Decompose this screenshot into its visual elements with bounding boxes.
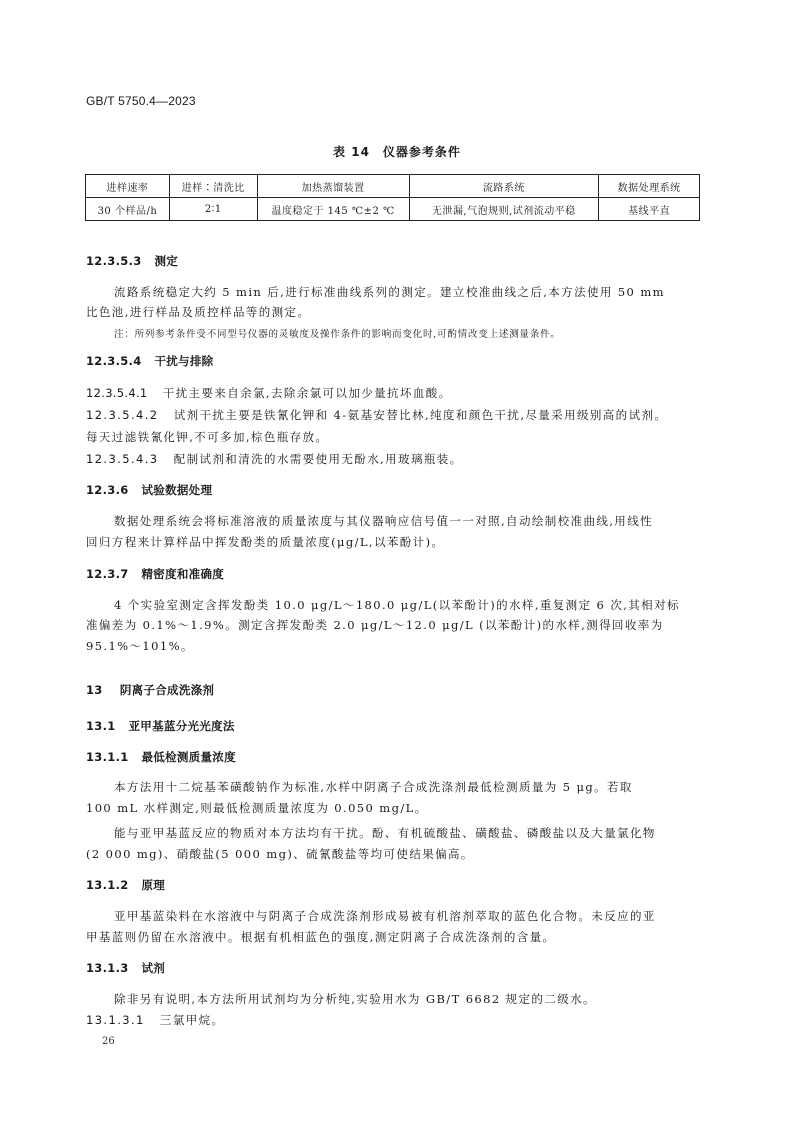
section-number: 13.1.3 xyxy=(86,961,129,975)
section-title: 试验数据处理 xyxy=(141,483,213,497)
table-cell: 基线平直 xyxy=(599,198,700,221)
section-title: 原理 xyxy=(141,878,166,892)
section-title: 亚甲基蓝分光光度法 xyxy=(128,719,235,733)
section-title: 精密度和准确度 xyxy=(141,567,225,581)
instrument-conditions-table xyxy=(85,174,700,221)
section-title: 阴离子合成洗涤剂 xyxy=(119,683,215,697)
paragraph: 回归方程来计算样品中挥发酚类的质量浓度(μg/L,以苯酚计)。 xyxy=(86,535,445,549)
paragraph: 数据处理系统会将标准溶液的质量浓度与其仪器响应信号值一一对照,自动绘制校准曲线,用线性 xyxy=(114,514,654,528)
table-header-row xyxy=(86,175,700,198)
table-cell: 温度稳定于 145 ℃±2 ℃ xyxy=(257,198,409,221)
paragraph: 100 mL 水样测定,则最低检测质量浓度为 0.050 mg/L。 xyxy=(86,801,428,815)
paragraph: 95.1%～101%。 xyxy=(86,639,194,653)
paragraph: 能与亚甲基蓝反应的物质对本方法均有干扰。酚、有机硫酸盐、磺酸盐、磷酸盐以及大量氯化物 xyxy=(114,826,656,840)
item-number: 13.1.3.1 xyxy=(86,1013,145,1027)
item-text: 三氯甲烷。 xyxy=(159,1013,225,1027)
heading-13-1-1 xyxy=(86,749,236,765)
item-text: 干扰主要来自余氯,去除余氯可以加少量抗坏血酸。 xyxy=(162,386,452,400)
heading-12-3-6 xyxy=(86,482,212,498)
section-title: 试剂 xyxy=(141,961,166,975)
heading-13-1 xyxy=(86,718,235,734)
paragraph: (2 000 mg)、硝酸盐(5 000 mg)、硫氰酸盐等均可使结果偏高。 xyxy=(86,847,474,861)
heading-13-1-3 xyxy=(86,960,165,976)
section-number: 12.3.6 xyxy=(86,483,129,497)
list-item xyxy=(86,1009,224,1031)
table-header-cell: 数据处理系统 xyxy=(599,175,700,198)
list-item xyxy=(86,382,452,404)
paragraph: 准偏差为 0.1%～1.9%。测定含挥发酚类 2.0 μg/L～12.0 μg/L (以苯酚计)的水样,测得回收率为 xyxy=(86,618,664,632)
section-title: 测定 xyxy=(154,254,179,268)
heading-12-3-5-4 xyxy=(86,353,213,369)
item-number: 12.3.5.4.1 xyxy=(86,386,148,400)
section-title: 干扰与排除 xyxy=(154,354,214,368)
paragraph: 每天过滤铁氰化钾,不可多加,棕色瓶存放。 xyxy=(86,430,329,444)
section-number: 13.1.1 xyxy=(86,750,129,764)
item-text: 试剂干扰主要是铁氰化钾和 4-氨基安替比林,纯度和颜色干扰,尽量采用级别高的试剂。 xyxy=(173,408,668,422)
page-number: 26 xyxy=(102,1036,115,1047)
table-cell: 30 个样品/h xyxy=(86,198,170,221)
table-caption: 表 14 仪器参考条件 xyxy=(333,145,461,159)
section-number: 12.3.5.4 xyxy=(86,354,142,368)
paragraph: 比色池,进行样品及质控样品等的测定。 xyxy=(86,305,311,319)
heading-12-3-5-3 xyxy=(86,253,178,269)
section-number: 12.3.7 xyxy=(86,567,129,581)
heading-13-1-2 xyxy=(86,877,165,893)
section-number: 13 xyxy=(86,683,103,697)
paragraph: 除非另有说明,本方法所用试剂均为分析纯,实验用水为 GB/T 6682 规定的二级水。 xyxy=(114,992,596,1006)
table-row xyxy=(86,198,700,221)
note: 注：所列参考条件受不同型号仪器的灵敏度及操作条件的影响而变化时,可酌情改变上述测量条件。 xyxy=(114,329,561,340)
paragraph: 亚甲基蓝染料在水溶液中与阴离子合成洗涤剂形成易被有机溶剂萃取的蓝色化合物。未反应的亚 xyxy=(114,909,656,923)
table-header-cell: 进样∶清洗比 xyxy=(169,175,257,198)
paragraph: 甲基蓝则仍留在水溶液中。根据有机相蓝色的强度,测定阴离子合成洗涤剂的含量。 xyxy=(86,930,556,944)
section-number: 12.3.5.3 xyxy=(86,254,142,268)
list-item xyxy=(86,404,667,426)
item-number: 12.3.5.4.2 xyxy=(86,408,159,422)
table-header-cell: 进样速率 xyxy=(86,175,170,198)
section-number: 13.1.2 xyxy=(86,878,129,892)
section-number: 13.1 xyxy=(86,719,116,733)
standard-number: GB/T 5750.4—2023 xyxy=(86,94,196,108)
paragraph: 4 个实验室测定含挥发酚类 10.0 μg/L～180.0 μg/L(以苯酚计)的水样,重复测定 6 次,其相对标 xyxy=(114,598,680,612)
table-header-cell: 加热蒸馏装置 xyxy=(257,175,409,198)
heading-12-3-7 xyxy=(86,566,224,582)
table-header-cell: 流路系统 xyxy=(409,175,599,198)
item-text: 配制试剂和清洗的水需要使用无酚水,用玻璃瓶装。 xyxy=(173,452,463,466)
heading-13 xyxy=(86,682,214,698)
list-item xyxy=(86,448,463,470)
table-cell: 无泄漏,气泡规则,试剂流动平稳 xyxy=(409,198,599,221)
paragraph: 本方法用十二烷基苯磺酸钠作为标准,水样中阴离子合成洗涤剂最低检测质量为 5 μg。若取 xyxy=(114,780,633,794)
table-cell: 2∶1 xyxy=(169,198,257,221)
paragraph: 流路系统稳定大约 5 min 后,进行标准曲线系列的测定。建立校准曲线之后,本方法使用 50 mm xyxy=(114,285,665,299)
section-title: 最低检测质量浓度 xyxy=(141,750,236,764)
item-number: 12.3.5.4.3 xyxy=(86,452,159,466)
